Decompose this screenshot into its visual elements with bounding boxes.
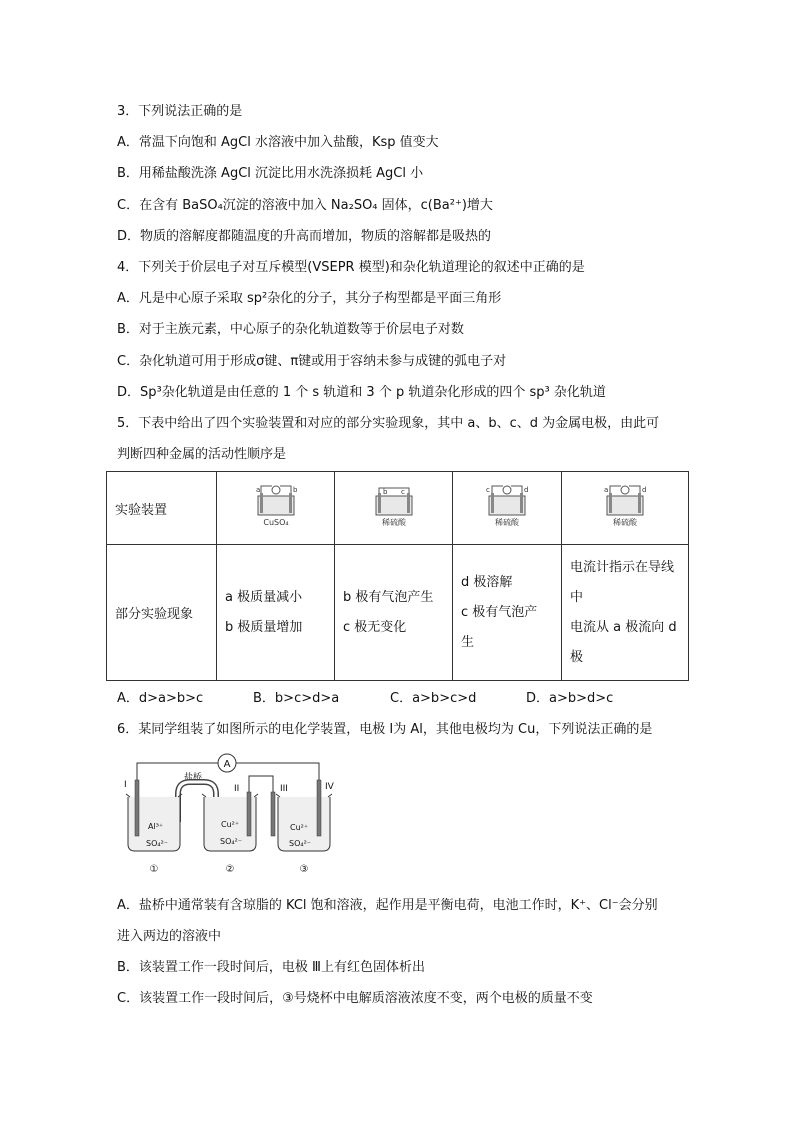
observation-text: c 极无变化 — [343, 619, 407, 635]
beaker2-number: ② — [225, 864, 235, 875]
observation-text: c 极有气泡产 — [461, 604, 538, 620]
q6-option-a-line1: A．盐桥中通常装有含琼脂的 KCl 饱和溶液，起作用是平衡电荷，电池工作时，K⁺、Cl⁻会分别 — [117, 898, 658, 913]
experiment-table — [106, 471, 689, 681]
observation-text: 电流从 a 极流向 d — [570, 619, 677, 635]
q3-option-b: B．用稀盐酸洗涤 AgCl 沉淀比用水洗涤损耗 AgCl 小 — [117, 166, 424, 181]
apparatus-cell-4 — [562, 472, 689, 545]
observation-text: d 极溶解 — [461, 574, 513, 590]
observation-cell-3 — [453, 545, 562, 681]
galvanic-cell-icon — [603, 483, 647, 529]
beaker3-ion1: Cu²⁺ — [290, 823, 309, 832]
electrode-left-label: c — [486, 486, 490, 494]
beaker1-number: ① — [149, 864, 159, 875]
q6-option-b: B．该装置工作一段时间后，电极 Ⅲ上有红色固体析出 — [117, 960, 426, 975]
q5-option-c: C．a>b>c>d — [390, 691, 477, 706]
electrolysis-cell-icon — [372, 483, 416, 529]
apparatus-cell-2 — [335, 472, 453, 545]
electrode-left-label: a — [604, 486, 609, 494]
electrochemical-apparatus-figure — [120, 752, 350, 877]
q5-option-a: A．d>a>b>c — [117, 691, 204, 706]
apparatus-cell-3 — [453, 472, 562, 545]
electrode-right-label: c — [400, 488, 405, 496]
observation-text: 中 — [570, 589, 584, 605]
beaker2-ion2: SO₄²⁻ — [220, 837, 243, 846]
q6-stem: 6．某同学组装了如图所示的电化学装置，电极 Ⅰ为 Al，其他电极均为 Cu，下列说法正确的是 — [117, 722, 653, 737]
solution-label: 稀硫酸 — [495, 518, 519, 527]
electrode-right-label: d — [524, 486, 529, 494]
electrode-left-label: b — [382, 488, 387, 496]
electrode-iv-label: IV — [325, 782, 334, 792]
q3-option-d: D．物质的溶解度都随温度的升高而增加，物质的溶解都是吸热的 — [117, 229, 492, 244]
q5-option-b: B．b>c>d>a — [253, 691, 340, 706]
observation-text: 电流计指示在导线 — [570, 559, 675, 575]
q4-option-c: C．杂化轨道可用于形成σ键、π键或用于容纳未参与成键的弧电子对 — [117, 354, 507, 369]
observation-text: 极 — [570, 649, 584, 665]
q4-option-a: A．凡是中心原子采取 sp²杂化的分子，其分子构型都是平面三角形 — [117, 291, 502, 306]
electrode-right-label: d — [642, 486, 647, 494]
observation-text: a 极质量减小 — [225, 589, 303, 605]
solution-label: 稀硫酸 — [613, 518, 637, 527]
galvanic-cell-icon — [254, 483, 298, 529]
electrode-left-label: a — [255, 486, 260, 494]
q5-options — [117, 687, 717, 707]
beaker3-number: ③ — [299, 864, 309, 875]
beaker1-ion2: SO₄²⁻ — [146, 839, 169, 848]
beaker1-ion1: Al³⁺ — [148, 822, 164, 831]
q3-stem: 3．下列说法正确的是 — [117, 104, 243, 119]
solution-label: CuSO₄ — [262, 518, 289, 527]
q3-option-c: C．在含有 BaSO₄沉淀的溶液中加入 Na₂SO₄ 固体，c(Ba²⁺)增大 — [117, 198, 493, 213]
beaker3-ion2: SO₄²⁻ — [289, 839, 312, 848]
observation-text: b 极质量增加 — [225, 619, 303, 635]
electrode-ii-label: II — [234, 784, 240, 794]
electrode-i-label: I — [124, 780, 127, 790]
ammeter-label: A — [223, 759, 231, 770]
observation-cell-4 — [562, 545, 689, 681]
q5-stem-line1: 5．下表中给出了四个实验装置和对应的部分实验现象，其中 a、b、c、d 为金属电极，由此可 — [117, 416, 660, 431]
observation-cell-1 — [217, 545, 335, 681]
q3-option-a: A．常温下向饱和 AgCl 水溶液中加入盐酸，Ksp 值变大 — [117, 135, 439, 150]
observation-text: 生 — [461, 634, 475, 650]
q5-option-d: D．a>b>d>c — [526, 691, 614, 706]
q6-option-a-line2: 进入两边的溶液中 — [117, 929, 222, 944]
q5-stem-line2: 判断四种金属的活动性顺序是 — [117, 447, 287, 462]
observation-text: b 极有气泡产生 — [343, 589, 434, 605]
apparatus-cell-1 — [217, 472, 335, 545]
q4-stem: 4．下列关于价层电子对互斥模型(VSEPR 模型)和杂化轨道理论的叙述中正确的是 — [117, 260, 585, 275]
q6-option-c: C．该装置工作一段时间后，③号烧杯中电解质溶液浓度不变，两个电极的质量不变 — [117, 991, 593, 1006]
row-header-apparatus: 实验装置 — [107, 472, 217, 545]
galvanic-cell-icon — [485, 483, 529, 529]
electrode-right-label: b — [292, 486, 297, 494]
electrode-iii-label: III — [280, 784, 288, 794]
q4-option-b: B．对于主族元素，中心原子的杂化轨道数等于价层电子对数 — [117, 322, 464, 337]
row-header-observations: 部分实验现象 — [107, 545, 217, 681]
observation-cell-2 — [335, 545, 453, 681]
solution-label: 稀硫酸 — [381, 518, 406, 527]
q4-option-d: D．Sp³杂化轨道是由任意的 1 个 s 轨道和 3 个 p 轨道杂化形成的四个 sp³ 杂化轨道 — [117, 385, 606, 400]
beaker2-ion1: Cu²⁺ — [221, 820, 240, 829]
salt-bridge-label: 盐桥 — [184, 773, 203, 783]
